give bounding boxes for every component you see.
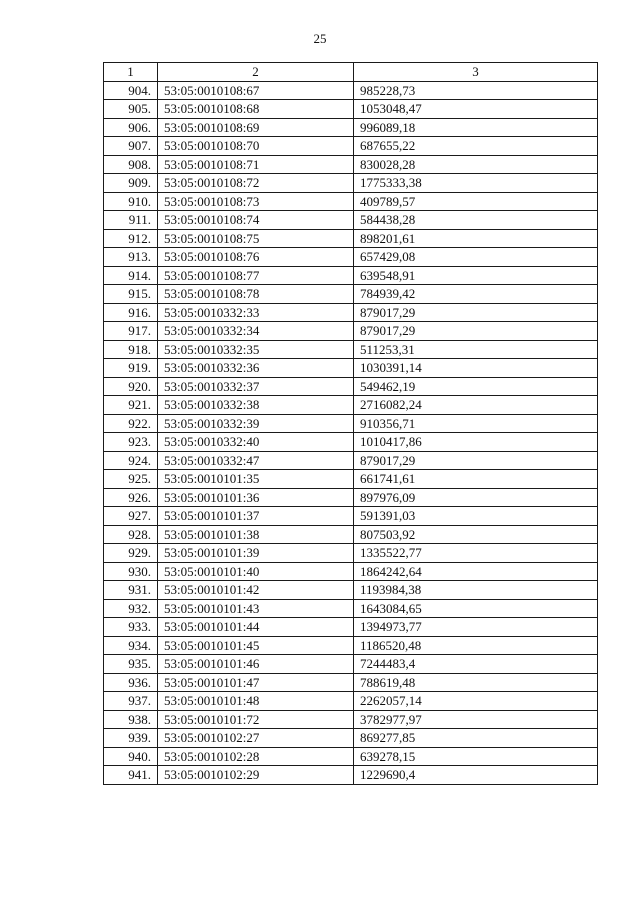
value-cell: 879017,29 <box>354 451 598 470</box>
cadastral-number-cell: 53:05:0010108:78 <box>158 285 354 304</box>
cadastral-number-cell: 53:05:0010101:46 <box>158 655 354 674</box>
row-number-cell: 921. <box>104 396 158 415</box>
table-row <box>104 322 598 341</box>
row-number-cell: 934. <box>104 636 158 655</box>
table-row <box>104 655 598 674</box>
cadastral-number-cell: 53:05:0010332:39 <box>158 414 354 433</box>
row-number-cell: 915. <box>104 285 158 304</box>
row-number-cell: 931. <box>104 581 158 600</box>
row-number-cell: 908. <box>104 155 158 174</box>
row-number-cell: 914. <box>104 266 158 285</box>
table-row <box>104 581 598 600</box>
row-number-cell: 926. <box>104 488 158 507</box>
value-cell: 910356,71 <box>354 414 598 433</box>
cadastral-number-cell: 53:05:0010101:37 <box>158 507 354 526</box>
cadastral-number-cell: 53:05:0010102:28 <box>158 747 354 766</box>
table-row <box>104 396 598 415</box>
table-row <box>104 192 598 211</box>
value-cell: 1193984,38 <box>354 581 598 600</box>
cadastral-number-cell: 53:05:0010101:43 <box>158 599 354 618</box>
table-row <box>104 118 598 137</box>
cadastral-number-cell: 53:05:0010108:76 <box>158 248 354 267</box>
table-row <box>104 562 598 581</box>
column-header-2: 2 <box>158 63 354 82</box>
table-row <box>104 747 598 766</box>
cadastral-number-cell: 53:05:0010101:45 <box>158 636 354 655</box>
cadastral-number-cell: 53:05:0010108:69 <box>158 118 354 137</box>
cadastral-number-cell: 53:05:0010108:72 <box>158 174 354 193</box>
table-row <box>104 692 598 711</box>
row-number-cell: 930. <box>104 562 158 581</box>
page-number: 25 <box>313 31 327 46</box>
cadastral-number-cell: 53:05:0010108:74 <box>158 211 354 230</box>
value-cell: 657429,08 <box>354 248 598 267</box>
table-row <box>104 266 598 285</box>
cadastral-number-cell: 53:05:0010332:34 <box>158 322 354 341</box>
cadastral-number-cell: 53:05:0010102:29 <box>158 766 354 785</box>
row-number-cell: 937. <box>104 692 158 711</box>
value-cell: 788619,48 <box>354 673 598 692</box>
row-number-cell: 912. <box>104 229 158 248</box>
row-number-cell: 910. <box>104 192 158 211</box>
row-number-cell: 928. <box>104 525 158 544</box>
table-row <box>104 100 598 119</box>
table-row <box>104 211 598 230</box>
cadastral-number-cell: 53:05:0010108:70 <box>158 137 354 156</box>
row-number-cell: 939. <box>104 729 158 748</box>
row-number-cell: 941. <box>104 766 158 785</box>
cadastral-number-cell: 53:05:0010101:40 <box>158 562 354 581</box>
value-cell: 1030391,14 <box>354 359 598 378</box>
table-row <box>104 470 598 489</box>
value-cell: 584438,28 <box>354 211 598 230</box>
value-cell: 1053048,47 <box>354 100 598 119</box>
value-cell: 1186520,48 <box>354 636 598 655</box>
row-number-cell: 922. <box>104 414 158 433</box>
value-cell: 409789,57 <box>354 192 598 211</box>
cadastral-number-cell: 53:05:0010108:67 <box>158 81 354 100</box>
table-row <box>104 155 598 174</box>
value-cell: 996089,18 <box>354 118 598 137</box>
table-row <box>104 618 598 637</box>
value-cell: 784939,42 <box>354 285 598 304</box>
row-number-cell: 925. <box>104 470 158 489</box>
value-cell: 511253,31 <box>354 340 598 359</box>
table-row <box>104 174 598 193</box>
cadastral-number-cell: 53:05:0010101:36 <box>158 488 354 507</box>
table-row <box>104 81 598 100</box>
row-number-cell: 905. <box>104 100 158 119</box>
cadastral-number-cell: 53:05:0010332:35 <box>158 340 354 359</box>
value-cell: 1643084,65 <box>354 599 598 618</box>
value-cell: 985228,73 <box>354 81 598 100</box>
row-number-cell: 919. <box>104 359 158 378</box>
table-row <box>104 433 598 452</box>
cadastral-number-cell: 53:05:0010332:36 <box>158 359 354 378</box>
row-number-cell: 913. <box>104 248 158 267</box>
cadastral-number-cell: 53:05:0010108:73 <box>158 192 354 211</box>
cadastral-number-cell: 53:05:0010101:72 <box>158 710 354 729</box>
row-number-cell: 918. <box>104 340 158 359</box>
value-cell: 661741,61 <box>354 470 598 489</box>
table-body <box>104 81 598 784</box>
row-number-cell: 936. <box>104 673 158 692</box>
table-row <box>104 710 598 729</box>
value-cell: 879017,29 <box>354 303 598 322</box>
table-row <box>104 488 598 507</box>
value-cell: 1775333,38 <box>354 174 598 193</box>
table-row <box>104 359 598 378</box>
row-number-cell: 911. <box>104 211 158 230</box>
row-number-cell: 917. <box>104 322 158 341</box>
row-number-cell: 920. <box>104 377 158 396</box>
value-cell: 830028,28 <box>354 155 598 174</box>
table-row <box>104 525 598 544</box>
value-cell: 549462,19 <box>354 377 598 396</box>
value-cell: 1335522,77 <box>354 544 598 563</box>
value-cell: 7244483,4 <box>354 655 598 674</box>
table-row <box>104 248 598 267</box>
value-cell: 3782977,97 <box>354 710 598 729</box>
table-row <box>104 599 598 618</box>
cadastral-number-cell: 53:05:0010101:39 <box>158 544 354 563</box>
value-cell: 879017,29 <box>354 322 598 341</box>
data-table <box>103 62 598 785</box>
cadastral-number-cell: 53:05:0010108:77 <box>158 266 354 285</box>
value-cell: 2262057,14 <box>354 692 598 711</box>
row-number-cell: 924. <box>104 451 158 470</box>
table-row <box>104 451 598 470</box>
cadastral-number-cell: 53:05:0010108:68 <box>158 100 354 119</box>
row-number-cell: 904. <box>104 81 158 100</box>
table-row <box>104 229 598 248</box>
value-cell: 869277,85 <box>354 729 598 748</box>
cadastral-number-cell: 53:05:0010332:47 <box>158 451 354 470</box>
cadastral-number-cell: 53:05:0010101:47 <box>158 673 354 692</box>
value-cell: 2716082,24 <box>354 396 598 415</box>
cadastral-number-cell: 53:05:0010101:44 <box>158 618 354 637</box>
cadastral-number-cell: 53:05:0010108:71 <box>158 155 354 174</box>
row-number-cell: 923. <box>104 433 158 452</box>
table-row <box>104 766 598 785</box>
value-cell: 1010417,86 <box>354 433 598 452</box>
cadastral-number-cell: 53:05:0010101:38 <box>158 525 354 544</box>
value-cell: 639278,15 <box>354 747 598 766</box>
table-row <box>104 636 598 655</box>
cadastral-number-cell: 53:05:0010101:48 <box>158 692 354 711</box>
row-number-cell: 916. <box>104 303 158 322</box>
cadastral-number-cell: 53:05:0010332:40 <box>158 433 354 452</box>
table-header-row <box>104 63 598 82</box>
value-cell: 897976,09 <box>354 488 598 507</box>
value-cell: 687655,22 <box>354 137 598 156</box>
table-row <box>104 729 598 748</box>
row-number-cell: 932. <box>104 599 158 618</box>
table-row <box>104 544 598 563</box>
cadastral-number-cell: 53:05:0010332:38 <box>158 396 354 415</box>
value-cell: 1229690,4 <box>354 766 598 785</box>
row-number-cell: 938. <box>104 710 158 729</box>
value-cell: 1864242,64 <box>354 562 598 581</box>
cadastral-number-cell: 53:05:0010101:42 <box>158 581 354 600</box>
table-row <box>104 137 598 156</box>
table-row <box>104 340 598 359</box>
row-number-cell: 909. <box>104 174 158 193</box>
table-row <box>104 414 598 433</box>
table-row <box>104 377 598 396</box>
table-row <box>104 673 598 692</box>
table-row <box>104 507 598 526</box>
value-cell: 898201,61 <box>354 229 598 248</box>
cadastral-number-cell: 53:05:0010102:27 <box>158 729 354 748</box>
table-row <box>104 303 598 322</box>
value-cell: 591391,03 <box>354 507 598 526</box>
row-number-cell: 940. <box>104 747 158 766</box>
row-number-cell: 907. <box>104 137 158 156</box>
cadastral-number-cell: 53:05:0010332:33 <box>158 303 354 322</box>
cadastral-number-cell: 53:05:0010101:35 <box>158 470 354 489</box>
cadastral-number-cell: 53:05:0010332:37 <box>158 377 354 396</box>
row-number-cell: 933. <box>104 618 158 637</box>
row-number-cell: 906. <box>104 118 158 137</box>
value-cell: 639548,91 <box>354 266 598 285</box>
row-number-cell: 927. <box>104 507 158 526</box>
value-cell: 807503,92 <box>354 525 598 544</box>
column-header-1: 1 <box>104 63 158 82</box>
value-cell: 1394973,77 <box>354 618 598 637</box>
cadastral-number-cell: 53:05:0010108:75 <box>158 229 354 248</box>
row-number-cell: 929. <box>104 544 158 563</box>
column-header-3: 3 <box>354 63 598 82</box>
table-row <box>104 285 598 304</box>
row-number-cell: 935. <box>104 655 158 674</box>
